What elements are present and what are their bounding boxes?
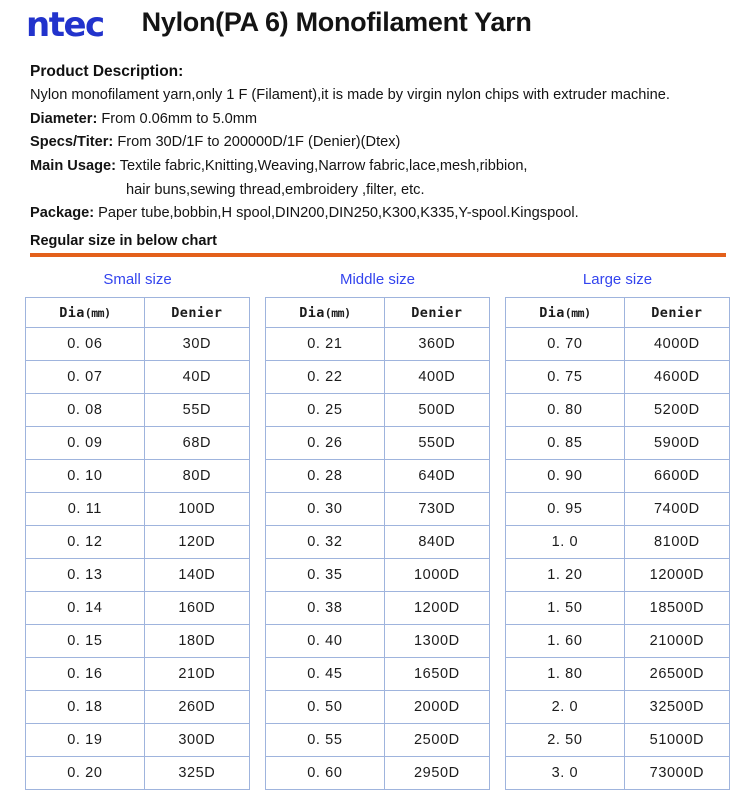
spec-value-diameter: From 0.06mm to 5.0mm — [101, 110, 258, 127]
size-table-title-small: Small size — [103, 271, 172, 289]
table-row — [506, 658, 730, 691]
column-header-dia-name: Dia — [539, 304, 565, 321]
table-row — [506, 691, 730, 724]
spec-value-specs-titer: From 30D/1F to 200000D/1F (Denier)(Dtex) — [117, 134, 401, 151]
cell-dia: 3. 0 — [506, 757, 625, 790]
product-description-block — [0, 56, 750, 226]
cell-dia: 0. 95 — [506, 493, 625, 526]
table-row — [506, 493, 730, 526]
cell-denier: 400D — [384, 361, 489, 394]
cell-dia: 0. 06 — [26, 328, 145, 361]
column-header-dia — [26, 298, 145, 328]
column-header-denier: Denier — [624, 298, 729, 328]
table-row — [266, 625, 490, 658]
column-header-dia-unit: (mm) — [564, 305, 591, 320]
cell-dia: 0. 50 — [266, 691, 385, 724]
table-row — [266, 724, 490, 757]
cell-denier: 840D — [384, 526, 489, 559]
cell-dia: 0. 26 — [266, 427, 385, 460]
cell-dia: 0. 13 — [26, 559, 145, 592]
cell-dia: 0. 45 — [266, 658, 385, 691]
size-table-block-large — [505, 263, 730, 790]
column-header-denier: Denier — [144, 298, 249, 328]
column-header-dia-name: Dia — [59, 304, 85, 321]
table-row — [266, 691, 490, 724]
table-row — [26, 592, 250, 625]
cell-denier: 12000D — [624, 559, 729, 592]
product-description-heading: Product Description: — [30, 63, 184, 80]
ntec-logo: ntec — [26, 5, 104, 45]
cell-denier: 2950D — [384, 757, 489, 790]
table-row — [26, 394, 250, 427]
cell-dia: 0. 28 — [266, 460, 385, 493]
spec-row-package — [30, 202, 750, 226]
table-row — [26, 493, 250, 526]
table-row — [26, 691, 250, 724]
cell-dia: 0. 19 — [26, 724, 145, 757]
cell-denier: 5900D — [624, 427, 729, 460]
cell-denier: 8100D — [624, 526, 729, 559]
size-table-title-large: Large size — [582, 271, 653, 289]
cell-dia: 0. 80 — [506, 394, 625, 427]
size-table-body-middle — [266, 328, 490, 790]
size-table-block-small — [25, 263, 250, 790]
cell-denier: 6600D — [624, 460, 729, 493]
table-header-row — [26, 298, 250, 328]
orange-divider — [30, 253, 726, 257]
page-title: Nylon(PA 6) Monofilament Yarn — [141, 7, 532, 37]
cell-dia: 0. 09 — [26, 427, 145, 460]
size-table-body-small — [26, 328, 250, 790]
cell-dia: 0. 90 — [506, 460, 625, 493]
cell-denier: 2000D — [384, 691, 489, 724]
cell-dia: 1. 20 — [506, 559, 625, 592]
cell-dia: 0. 15 — [26, 625, 145, 658]
cell-denier: 55D — [144, 394, 249, 427]
table-row — [506, 526, 730, 559]
spec-label-main-usage: Main Usage: — [30, 157, 116, 174]
cell-denier: 7400D — [624, 493, 729, 526]
table-row — [26, 757, 250, 790]
description-intro-line — [30, 84, 750, 108]
table-row — [506, 394, 730, 427]
cell-dia: 0. 32 — [266, 526, 385, 559]
spec-row-specs-titer — [30, 131, 750, 155]
table-row — [266, 526, 490, 559]
table-row — [26, 625, 250, 658]
table-row — [506, 724, 730, 757]
cell-denier: 210D — [144, 658, 249, 691]
spec-value-package: Paper tube,bobbin,H spool,DIN200,DIN250,K300,K335,Y-spool.Kingspool. — [98, 205, 579, 222]
cell-dia: 0. 25 — [266, 394, 385, 427]
cell-dia: 1. 60 — [506, 625, 625, 658]
table-row — [506, 559, 730, 592]
spec-value-main-usage-continued: hair buns,sewing thread,embroidery ,filter, etc. — [126, 181, 425, 198]
spec-row-main-usage — [30, 155, 750, 179]
size-table-title-middle: Middle size — [339, 271, 416, 289]
cell-dia: 0. 75 — [506, 361, 625, 394]
cell-denier: 120D — [144, 526, 249, 559]
table-row — [506, 427, 730, 460]
cell-dia: 0. 11 — [26, 493, 145, 526]
cell-denier: 51000D — [624, 724, 729, 757]
cell-denier: 730D — [384, 493, 489, 526]
cell-dia: 0. 35 — [266, 559, 385, 592]
cell-dia: 0. 85 — [506, 427, 625, 460]
description-intro-text: Nylon monofilament yarn,only 1 F (Filament),it is made by virgin nylon chips with extruder machine. — [30, 87, 670, 104]
table-row — [266, 427, 490, 460]
cell-dia: 2. 0 — [506, 691, 625, 724]
table-row — [506, 592, 730, 625]
table-row — [26, 658, 250, 691]
cell-dia: 0. 08 — [26, 394, 145, 427]
table-row — [266, 460, 490, 493]
size-tables-container — [0, 263, 750, 790]
column-header-dia-unit: (mm) — [84, 305, 111, 320]
table-row — [26, 460, 250, 493]
cell-denier: 26500D — [624, 658, 729, 691]
spec-value-main-usage: Textile fabric,Knitting,Weaving,Narrow fabric,lace,mesh,ribbion, — [119, 157, 528, 174]
cell-denier: 100D — [144, 493, 249, 526]
cell-denier: 500D — [384, 394, 489, 427]
cell-denier: 180D — [144, 625, 249, 658]
cell-dia: 0. 07 — [26, 361, 145, 394]
table-header-row — [266, 298, 490, 328]
cell-denier: 73000D — [624, 757, 729, 790]
cell-denier: 2500D — [384, 724, 489, 757]
cell-denier: 40D — [144, 361, 249, 394]
table-row — [26, 724, 250, 757]
chart-section-header — [0, 233, 750, 257]
cell-denier: 360D — [384, 328, 489, 361]
table-row — [266, 757, 490, 790]
table-row — [26, 328, 250, 361]
cell-denier: 140D — [144, 559, 249, 592]
column-header-dia-unit: (mm) — [324, 305, 351, 320]
size-table-large — [505, 297, 730, 790]
cell-denier: 1000D — [384, 559, 489, 592]
cell-dia: 0. 12 — [26, 526, 145, 559]
table-row — [266, 361, 490, 394]
cell-denier: 1200D — [384, 592, 489, 625]
cell-dia: 1. 0 — [506, 526, 625, 559]
cell-denier: 4600D — [624, 361, 729, 394]
cell-dia: 0. 38 — [266, 592, 385, 625]
column-header-denier: Denier — [384, 298, 489, 328]
cell-denier: 30D — [144, 328, 249, 361]
cell-dia: 0. 60 — [266, 757, 385, 790]
column-header-dia — [506, 298, 625, 328]
cell-denier: 550D — [384, 427, 489, 460]
size-table-block-middle — [265, 263, 490, 790]
cell-denier: 68D — [144, 427, 249, 460]
table-row — [266, 559, 490, 592]
page-header — [0, 0, 750, 56]
table-row — [266, 328, 490, 361]
cell-dia: 0. 16 — [26, 658, 145, 691]
table-row — [266, 592, 490, 625]
size-table-body-large — [506, 328, 730, 790]
table-header-row — [506, 298, 730, 328]
cell-dia: 0. 55 — [266, 724, 385, 757]
cell-dia: 1. 80 — [506, 658, 625, 691]
cell-dia: 0. 21 — [266, 328, 385, 361]
table-row — [506, 625, 730, 658]
table-row — [506, 361, 730, 394]
cell-denier: 1650D — [384, 658, 489, 691]
table-row — [506, 757, 730, 790]
size-table-small — [25, 297, 250, 790]
cell-denier: 260D — [144, 691, 249, 724]
column-header-dia — [266, 298, 385, 328]
cell-dia: 0. 70 — [506, 328, 625, 361]
cell-dia: 0. 30 — [266, 493, 385, 526]
cell-denier: 32500D — [624, 691, 729, 724]
table-row — [26, 526, 250, 559]
column-header-dia-name: Dia — [299, 304, 325, 321]
table-row — [506, 460, 730, 493]
cell-dia: 2. 50 — [506, 724, 625, 757]
cell-dia: 0. 10 — [26, 460, 145, 493]
cell-denier: 5200D — [624, 394, 729, 427]
table-row — [26, 361, 250, 394]
table-row — [266, 394, 490, 427]
cell-denier: 18500D — [624, 592, 729, 625]
cell-denier: 1300D — [384, 625, 489, 658]
cell-denier: 300D — [144, 724, 249, 757]
spec-label-package: Package: — [30, 205, 95, 222]
chart-section-heading: Regular size in below chart — [30, 232, 217, 249]
spec-label-specs-titer: Specs/Titer: — [30, 134, 114, 151]
cell-dia: 0. 40 — [266, 625, 385, 658]
cell-dia: 0. 14 — [26, 592, 145, 625]
cell-denier: 4000D — [624, 328, 729, 361]
cell-denier: 640D — [384, 460, 489, 493]
table-row — [266, 493, 490, 526]
cell-dia: 0. 22 — [266, 361, 385, 394]
spec-label-diameter: Diameter: — [30, 110, 98, 127]
size-table-middle — [265, 297, 490, 790]
table-row — [26, 427, 250, 460]
cell-dia: 1. 50 — [506, 592, 625, 625]
cell-denier: 21000D — [624, 625, 729, 658]
cell-denier: 80D — [144, 460, 249, 493]
cell-denier: 160D — [144, 592, 249, 625]
cell-dia: 0. 18 — [26, 691, 145, 724]
cell-denier: 325D — [144, 757, 249, 790]
table-row — [26, 559, 250, 592]
table-row — [266, 658, 490, 691]
cell-dia: 0. 20 — [26, 757, 145, 790]
spec-row-diameter — [30, 108, 750, 132]
table-row — [506, 328, 730, 361]
